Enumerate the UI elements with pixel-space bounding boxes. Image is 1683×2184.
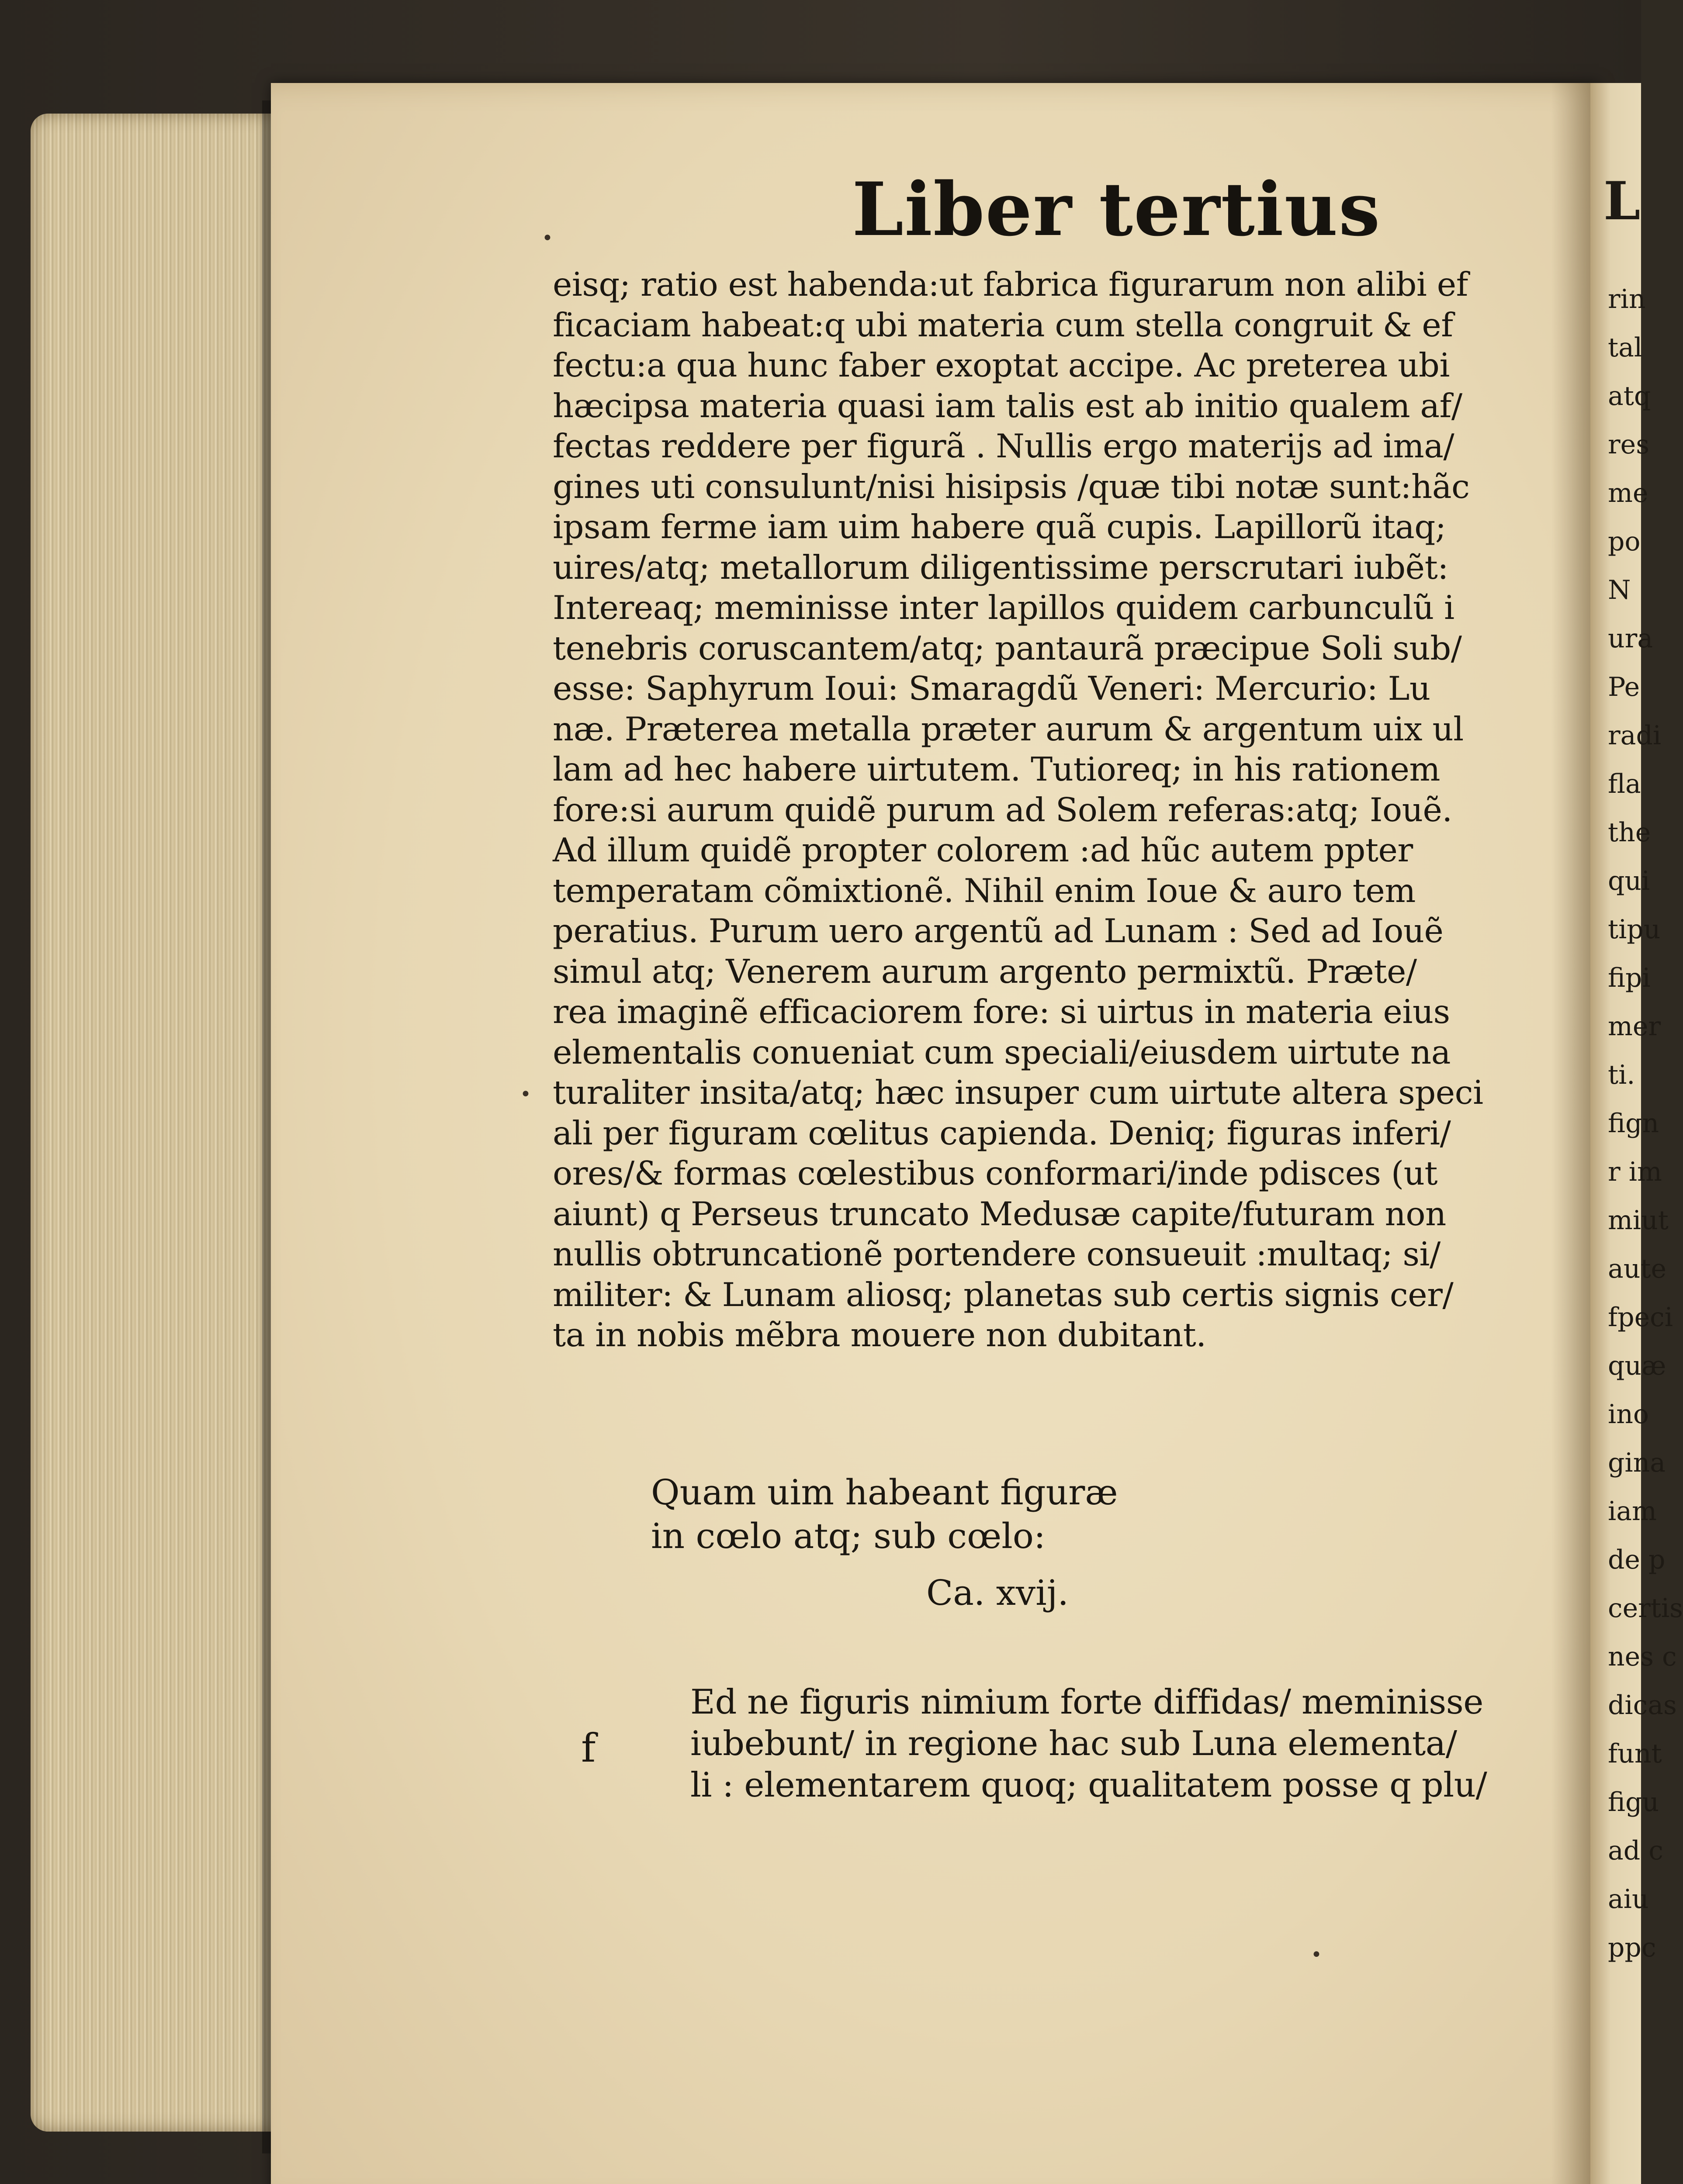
facing-fragment: mer (1608, 1011, 1661, 1042)
facing-page-edge (1590, 83, 1683, 2184)
margin-mark: • (1311, 1944, 1322, 1966)
text-line: peratius. Purum uero argentũ ad Lunam : Sed ad Iouẽ (553, 912, 1444, 950)
text-line: elementalis conueniat cum speciali/eiusdem uirtute na (553, 1033, 1451, 1071)
text-line: li : elementarem quoq; qualitatem posse q plu/ (690, 1766, 1487, 1805)
text-line: næ. Præterea metalla præter aurum & argentum uix ul (553, 709, 1464, 748)
facing-fragment: quæ (1608, 1351, 1666, 1381)
text-line: fore:si aurum quidẽ purum ad Solem referas:atq; Iouẽ. (553, 790, 1452, 829)
facing-fragment: aiu (1608, 1884, 1649, 1914)
facing-fragment: ppc (1608, 1932, 1656, 1963)
text-line: lam ad hec habere uirtutem. Tutioreq; in his rationem (553, 750, 1441, 788)
facing-fragment: ino (1608, 1399, 1649, 1430)
facing-fragment: Pe (1608, 672, 1640, 702)
text-line: rea imaginẽ efficaciorem fore: si uirtus in materia eius (553, 992, 1450, 1031)
facing-fragment: gina (1608, 1448, 1666, 1478)
facing-fragment: funt (1608, 1738, 1662, 1769)
text-line: eisq; ratio est habenda:ut fabrica figurarum non alibi ef (553, 265, 1468, 304)
facing-fragment: ura (1608, 623, 1653, 654)
margin-mark: • (542, 227, 553, 249)
facing-fragment: aute (1608, 1254, 1667, 1284)
facing-fragment: radi (1608, 720, 1662, 751)
facing-fragment: nes c (1608, 1641, 1677, 1672)
text-line: Ad illum quidẽ propter colorem :ad hũc autem ppter (553, 831, 1413, 869)
chapter-opening-text (690, 1682, 1507, 1806)
facing-fragment: fign (1608, 1108, 1659, 1139)
text-line: ta in nobis mẽbra mouere non dubitant. (553, 1316, 1206, 1354)
chapter-title-line-2: in cœlo atq; sub cœlo: (651, 1516, 1046, 1556)
text-line: tenebris coruscantem/atq; pantaurã præcipue Soli sub/ (553, 629, 1462, 667)
facing-fragment: ad c (1608, 1835, 1663, 1866)
facing-fragment: rin (1608, 284, 1646, 314)
text-line: ficaciam habeat:q ubi materia cum stella congruit & ef (553, 305, 1453, 344)
facing-fragment: certis (1608, 1593, 1683, 1624)
running-head: Liber tertius (852, 166, 1381, 252)
facing-page-fragments (1608, 275, 1683, 1972)
facing-fragment: figu (1608, 1787, 1659, 1818)
text-line: fectas reddere per figurã . Nullis ergo materijs ad ima/ (553, 427, 1454, 465)
text-line: militer: & Lunam aliosq; planetas sub certis signis cer/ (553, 1275, 1454, 1314)
facing-fragment: fla (1608, 769, 1641, 799)
facing-running-head: L (1603, 170, 1641, 232)
facing-fragment: res (1608, 429, 1649, 460)
text-line: Ed ne figuris nimium forte diffidas/ meminisse (690, 1683, 1483, 1722)
text-line: Intereaq; meminisse inter lapillos quidem carbunculũ i (553, 588, 1454, 627)
facing-fragment: fpeci (1608, 1302, 1673, 1333)
facing-fragment: tal (1608, 332, 1643, 363)
body-text (553, 264, 1505, 1355)
facing-fragment: N (1608, 575, 1631, 605)
text-line: ores/& formas cœlestibus conformari/inde pdisces (ut (553, 1154, 1438, 1192)
text-line: aiunt) q Perseus truncato Medusæ capite/futuram non (553, 1194, 1446, 1233)
chapter-number: Ca. xvij. (926, 1572, 1069, 1613)
text-line: uires/atq; metallorum diligentissime perscrutari iubẽt: (553, 548, 1448, 587)
text-line: iubebunt/ in regione hac sub Luna elementa/ (690, 1724, 1457, 1763)
text-line: turaliter insita/atq; hæc insuper cum uirtute altera speci (553, 1073, 1483, 1112)
text-line: gines uti consulunt/nisi hisipsis /quæ tibi notæ sunt:hãc (553, 467, 1470, 506)
facing-fragment: me (1608, 478, 1648, 508)
facing-fragment: ti. (1608, 1060, 1635, 1090)
facing-fragment: tipu (1608, 914, 1661, 945)
facing-fragment: r im (1608, 1157, 1662, 1187)
facing-fragment: dicas (1608, 1690, 1677, 1721)
text-line: temperatam cõmixtionẽ. Nihil enim Ioue & auro tem (553, 871, 1416, 910)
text-line: esse: Saphyrum Ioui: Smaragdũ Veneri: Mercurio: Lu (553, 669, 1430, 708)
text-line: hæcipsa materia quasi iam talis est ab initio qualem af/ (553, 386, 1462, 425)
facing-fragment: qui (1608, 866, 1650, 896)
facing-fragment: de p (1608, 1545, 1666, 1575)
text-line: simul atq; Venerem aurum argento permixtũ. Præte/ (553, 952, 1417, 991)
facing-fragment: atq (1608, 381, 1651, 411)
facing-fragment: po (1608, 526, 1641, 557)
facing-fragment: iam (1608, 1496, 1657, 1527)
facing-fragment: miut (1608, 1205, 1669, 1236)
text-line: nullis obtruncationẽ portendere consueuit :multaq; si/ (553, 1235, 1441, 1273)
page-edges (31, 114, 275, 2132)
chapter-title-line-1: Quam uim habeant figuræ (651, 1472, 1118, 1513)
text-line: fectu:a qua hunc faber exoptat accipe. Ac preterea ubi (553, 346, 1450, 384)
margin-mark: • (520, 1083, 531, 1106)
guide-letter: f (581, 1725, 596, 1771)
facing-fragment: the (1608, 817, 1651, 848)
text-line: ipsam ferme iam uim habere quã cupis. Lapillorũ itaq; (553, 508, 1446, 546)
facing-fragment: fipi (1608, 963, 1651, 993)
text-line: ali per figuram cœlitus capienda. Deniq; figuras inferi/ (553, 1113, 1451, 1152)
